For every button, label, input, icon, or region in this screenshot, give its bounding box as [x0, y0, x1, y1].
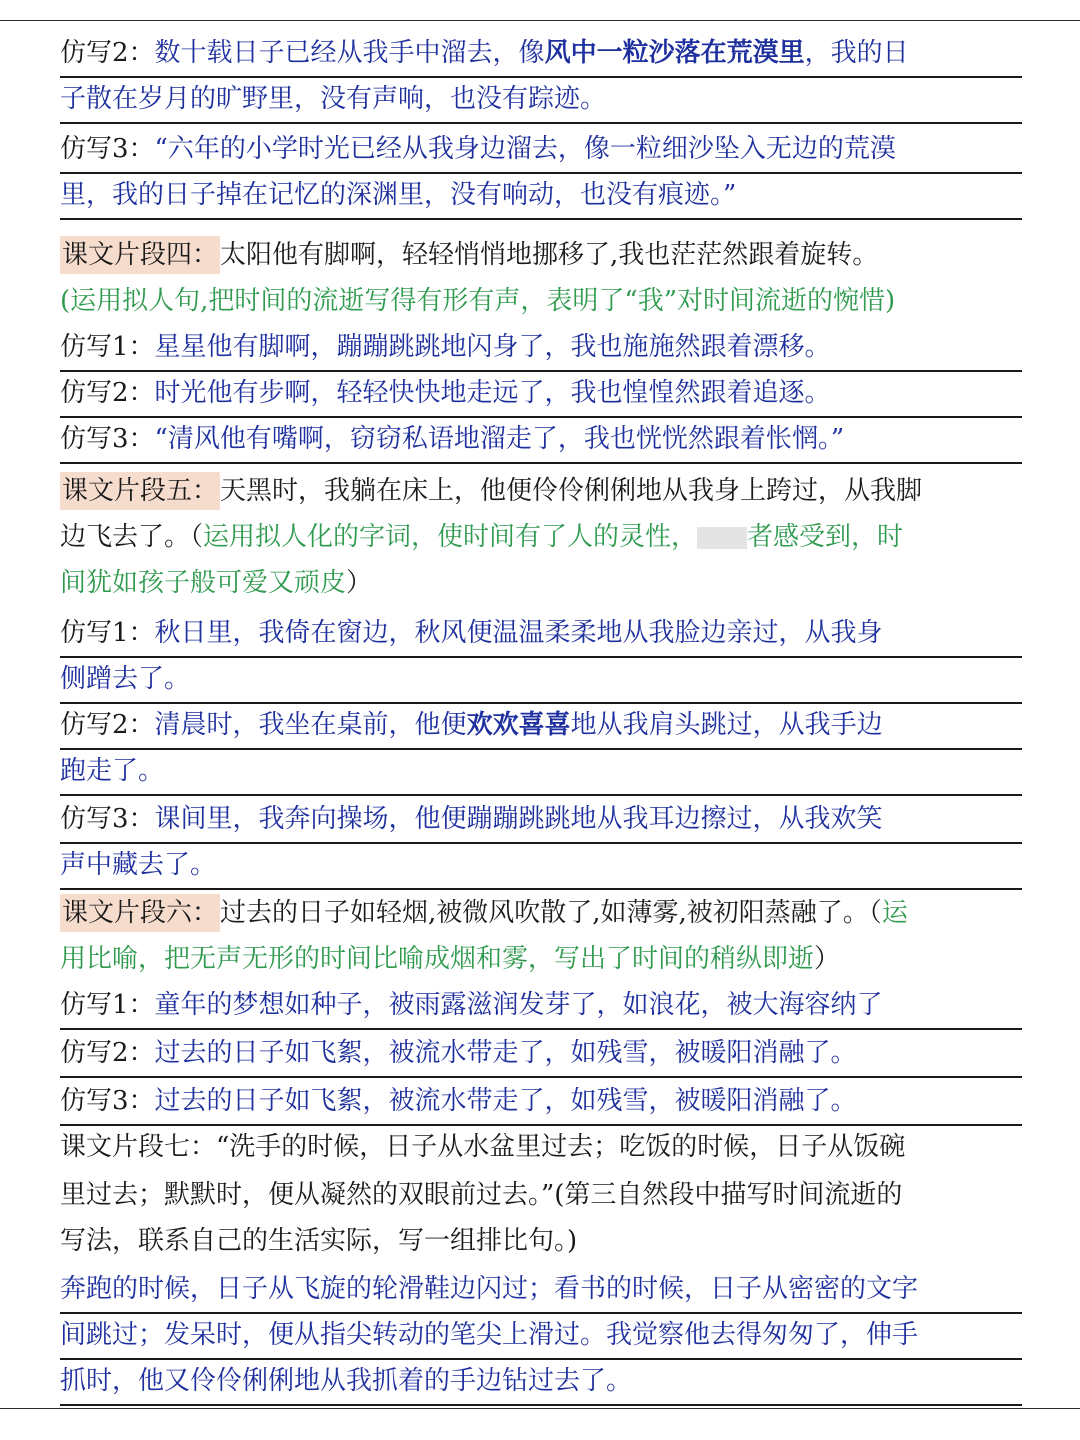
imitation-text: 声中藏去了。: [60, 850, 217, 880]
line-label: 仿写2：: [60, 378, 155, 408]
excerpt-heading: 课文片段六：: [60, 894, 220, 932]
imitation-3-line-1: [60, 126, 1022, 174]
redacted-mark: [697, 527, 747, 549]
annotation-text: 间犹如孩子般可爱又顽皮: [60, 568, 347, 598]
imitation-text: 侧蹭去了。: [60, 664, 191, 694]
imitation-text: ，我的日: [804, 38, 909, 68]
excerpt-text: 写法，联系自己的生活实际，写一组排比句。): [60, 1226, 578, 1256]
imitation-text: 课间里，我奔向操场，他便蹦蹦跳跳地从我耳边擦过，从我欢笑: [154, 804, 883, 834]
imitation-text: 数十载日子已经从我手中溜去，像: [154, 38, 545, 68]
excerpt-7-line-1: [60, 1124, 1022, 1170]
imitation-text: “清风他有嘴啊，窃窃私语地溜走了，我也恍恍然跟着怅惘。”: [154, 424, 845, 454]
excerpt-text: 天黑时，我躺在床上，他便伶伶俐俐地从我身上跨过，从我脚: [220, 476, 923, 506]
imitation-text: 跑走了。: [60, 756, 165, 786]
excerpt-5-line-3: [60, 560, 1022, 606]
top-rule: [0, 20, 1080, 21]
imitation-text: 地从我肩头跳过，从我手边: [570, 710, 883, 740]
bold-phrase: 风中一粒沙落在荒漠里: [544, 38, 805, 68]
excerpt-7-line-3: [60, 1218, 1022, 1264]
excerpt-7-answer-line-1: [60, 1266, 1022, 1314]
excerpt-heading: 课文片段五：: [60, 472, 220, 510]
excerpt-text: 过去的日子如轻烟,被微风吹散了,如薄雾,被初阳蒸融了。（: [220, 898, 882, 928]
excerpt-7-answer-line-3: [60, 1358, 1022, 1406]
imitation-text: 过去的日子如飞絮，被流水带走了，如残雪，被暖阳消融了。: [154, 1086, 857, 1116]
imitation-text: 童年的梦想如种子，被雨露滋润发芽了，如浪花，被大海容纳了: [154, 990, 883, 1020]
imitation-text: 星星他有脚啊，蹦蹦跳跳地闪身了，我也施施然跟着漂移。: [154, 332, 831, 362]
excerpt-7-answer-line-2: [60, 1312, 1022, 1360]
annotation-text: 者感受到，时: [747, 522, 904, 552]
line-label: 仿写3：: [60, 134, 155, 164]
excerpt-5-imitation-2-line-2: [60, 748, 1022, 796]
excerpt-text: 边飞去了。（: [60, 522, 204, 552]
line-label: 仿写1：: [60, 332, 155, 362]
excerpt-6-imitation-3: [60, 1078, 1022, 1126]
imitation-text: 奔跑的时候，日子从飞旋的轮滑鞋边闪过；看书的时候，日子从密密的文字: [60, 1274, 919, 1304]
imitation-2-line-1: [60, 30, 1022, 78]
imitation-text: 秋日里，我倚在窗边，秋风便温温柔柔地从我脸边亲过，从我身: [154, 618, 883, 648]
imitation-text: 子散在岁月的旷野里，没有声响，也没有踪迹。: [60, 84, 607, 114]
excerpt-text: ）: [346, 568, 373, 598]
imitation-text: 时光他有步啊，轻轻快快地走远了，我也惶惶然跟着追逐。: [154, 378, 831, 408]
line-label: 仿写2：: [60, 1038, 155, 1068]
line-label: 仿写3：: [60, 1086, 155, 1116]
excerpt-text: 里过去；默默时，便从凝然的双眼前过去。”(第三自然段中描写时间流逝的: [60, 1180, 903, 1210]
imitation-2-line-2: [60, 76, 1022, 124]
excerpt-5-imitation-3-line-1: [60, 796, 1022, 844]
excerpt-4-imitation-3: [60, 416, 1022, 464]
excerpt-6-line-1: [60, 890, 1022, 936]
annotation-text: 运: [881, 898, 908, 928]
excerpt-4-imitation-1: [60, 324, 1022, 372]
imitation-text: 抓时，他又伶伶俐俐地从我抓着的手边钻过去了。: [60, 1366, 633, 1396]
line-label: 仿写1：: [60, 618, 155, 648]
excerpt-7-line-2: [60, 1172, 1022, 1218]
imitation-3-line-2: [60, 172, 1022, 220]
bottom-rule: [0, 1408, 1080, 1409]
excerpt-text: 课文片段七：“洗手的时候，日子从水盆里过去；吃饭的时候，日子从饭碗: [60, 1132, 906, 1162]
annotation-text: (运用拟人句,把时间的流逝写得有形有声，表明了“我”对时间流逝的惋惜): [60, 286, 896, 316]
excerpt-5-imitation-1-line-2: [60, 656, 1022, 704]
imitation-text: “六年的小学时光已经从我身边溜去，像一粒细沙坠入无边的荒漠: [154, 134, 896, 164]
excerpt-6-imitation-2: [60, 1030, 1022, 1078]
line-label: 仿写2：: [60, 38, 155, 68]
line-label: 仿写3：: [60, 424, 155, 454]
excerpt-heading: 课文片段四：: [60, 236, 220, 274]
excerpt-text: ）: [814, 944, 841, 974]
annotation-text: 运用拟人化的字词，使时间有了人的灵性，: [203, 522, 698, 552]
excerpt-text: 太阳他有脚啊，轻轻悄悄地挪移了,我也茫茫然跟着旋转。: [220, 240, 879, 270]
excerpt-4-note: [60, 278, 1022, 324]
bold-phrase: 欢欢喜喜: [466, 710, 571, 740]
excerpt-5-imitation-3-line-2: [60, 842, 1022, 890]
imitation-text: 间跳过；发呆时，便从指尖转动的笔尖上滑过。我觉察他去得匆匆了，伸手: [60, 1320, 919, 1350]
line-label: 仿写2：: [60, 710, 155, 740]
imitation-text: 过去的日子如飞絮，被流水带走了，如残雪，被暖阳消融了。: [154, 1038, 857, 1068]
line-label: 仿写1：: [60, 990, 155, 1020]
excerpt-5-imitation-2-line-1: [60, 702, 1022, 750]
imitation-text: 里，我的日子掉在记忆的深渊里，没有响动，也没有痕迹。”: [60, 180, 737, 210]
excerpt-6-imitation-1: [60, 982, 1022, 1030]
excerpt-6-line-2: [60, 936, 1022, 982]
annotation-text: 用比喻，把无声无形的时间比喻成烟和雾，写出了时间的稍纵即逝: [60, 944, 815, 974]
line-label: 仿写3：: [60, 804, 155, 834]
excerpt-5-line-1: [60, 468, 1022, 514]
excerpt-5-line-2: [60, 514, 1022, 560]
imitation-text: 清晨时，我坐在桌前，他便: [154, 710, 467, 740]
excerpt-4-imitation-2: [60, 370, 1022, 418]
excerpt-4-line: [60, 232, 1022, 278]
excerpt-5-imitation-1-line-1: [60, 610, 1022, 658]
